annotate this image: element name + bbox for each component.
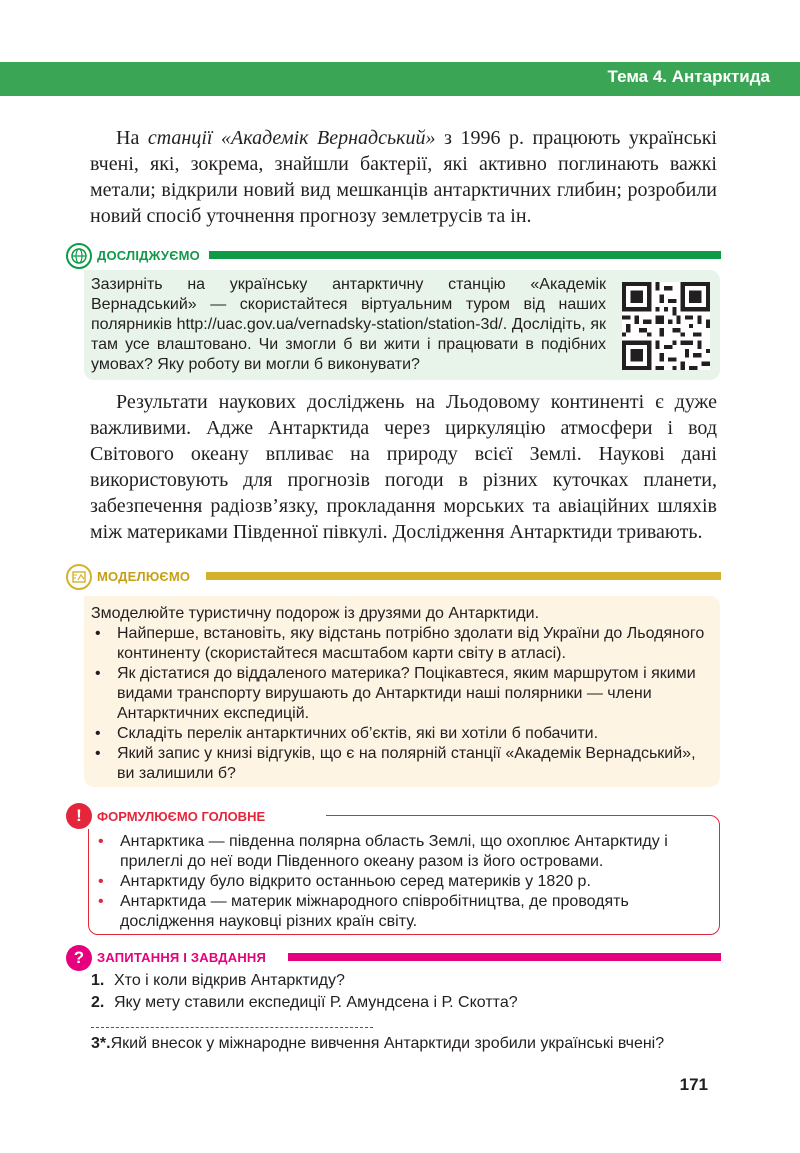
bullet-icon: •: [98, 833, 104, 850]
bullet-icon: •: [98, 893, 104, 910]
list-item: • Антарктика — південна полярна область Землі, що охоплює Антарктиду і прилеглі до неї води Південного океану разом із його островами.: [98, 833, 668, 870]
explore-label: ДОСЛІДЖУЄМО: [97, 248, 200, 263]
results-paragraph: Результати наукових досліджень на Льодовому континенті є дуже важливими. Адже Антарктида через циркуляцію атмосфери і вод Світового океану впливає на природу всієї Землі. Наукові дані використовують для прогнозів погоди в різних куточках планети, забезпечення радіозв’язку, прокладання морських та авіаційних шляхів між материками Південної півкулі. Дослідження Антарктиди тривають.: [90, 391, 717, 543]
list-item: • Найперше, встановіть, яку відстань потрібно здолати від України до Льодяного континенту (скористайтеся масштабом карти світу в атласі).: [95, 625, 705, 662]
model-list: [91, 624, 710, 784]
globe-icon: [66, 243, 92, 269]
model-header: [66, 564, 721, 590]
summary-label: ФОРМУЛЮЄМО ГОЛОВНЕ: [97, 809, 266, 824]
station-name: станції «Академік Вернадський»: [147, 127, 436, 149]
list-item: • Антарктиду було відкрито останньою серед материків у 1820 р.: [98, 873, 591, 890]
question-icon: ?: [66, 945, 92, 971]
bullet-icon: •: [95, 725, 101, 742]
intro-paragraph: [90, 125, 717, 229]
summary-header: [66, 803, 326, 829]
list-item: 1. Хто і коли відкрив Антарктиду?: [91, 972, 345, 989]
questions-divider: [288, 953, 721, 961]
explore-box: [84, 270, 720, 380]
questions-list: [91, 970, 731, 1014]
chapter-title: Тема 4. Антарктида: [607, 67, 770, 86]
explore-header: [66, 243, 721, 269]
list-item: 2. Яку мету ставили експедиції Р. Амундсена і Р. Скотта?: [91, 994, 518, 1011]
model-box: [84, 596, 720, 787]
model-intro: Змоделюйте туристичну подорож із друзями до Антарктиди.: [91, 605, 540, 622]
ruler-map-icon: [66, 564, 92, 590]
list-item: • Як дістатися до віддаленого материка? Поцікавтеся, яким маршрутом і якими видами транспорту вирушають до Антарктиди наші полярники — члени Антарктичних експедицій.: [95, 665, 696, 722]
advanced-divider: [91, 1027, 373, 1028]
explore-text: Зазирніть на українську антарктичну станцію «Академік Вернадський» — скористайтеся віртуальним туром від наших полярників http://uac.gov.ua/vernadsky-station/station-3d/. Дослідіть, як там усе влаштовано. Чи змогли б ви жити і працювати в подібних умовах? Яку роботу ви могли б виконувати?: [91, 276, 606, 373]
advanced-question: 3*.Який внесок у міжнародне вивчення Антарктиди зробили українські вчені?: [91, 1035, 665, 1052]
intro-text-post: з 1996 р. працюють українські вчені, які, зокрема, знайшли бактерії, які активно поглинають важкі метали; відкрили новий вид мешканців антарктичних глибин; розробили новий спосіб уточнення прогнозу землетрусів та ін.: [90, 127, 717, 227]
intro-text-pre: На: [116, 127, 148, 149]
summary-box: [88, 815, 720, 935]
exclamation-icon: !: [66, 803, 92, 829]
list-item: • Складіть перелік антарктичних об’єктів, які ви хотіли б побачити.: [95, 725, 599, 742]
questions-label: ЗАПИТАННЯ І ЗАВДАННЯ: [97, 950, 267, 965]
questions-header: [66, 945, 721, 971]
summary-list: [94, 832, 709, 932]
explore-divider: [209, 251, 721, 259]
page-number: 171: [679, 1075, 708, 1094]
bullet-icon: •: [95, 745, 101, 762]
qr-code[interactable]: [622, 282, 710, 370]
list-item: • Який запис у книзі відгуків, що є на полярній станції «Академік Вернадський», ви залишили б?: [95, 745, 696, 782]
bullet-icon: •: [95, 665, 101, 682]
header-bar: [0, 62, 800, 96]
model-label: МОДЕЛЮЄМО: [97, 569, 191, 584]
bullet-icon: •: [98, 873, 104, 890]
model-divider: [206, 572, 721, 580]
bullet-icon: •: [95, 625, 101, 642]
list-item: • Антарктида — материк міжнародного співробітництва, де проводять дослідження науковці різних країн світу.: [98, 893, 629, 930]
